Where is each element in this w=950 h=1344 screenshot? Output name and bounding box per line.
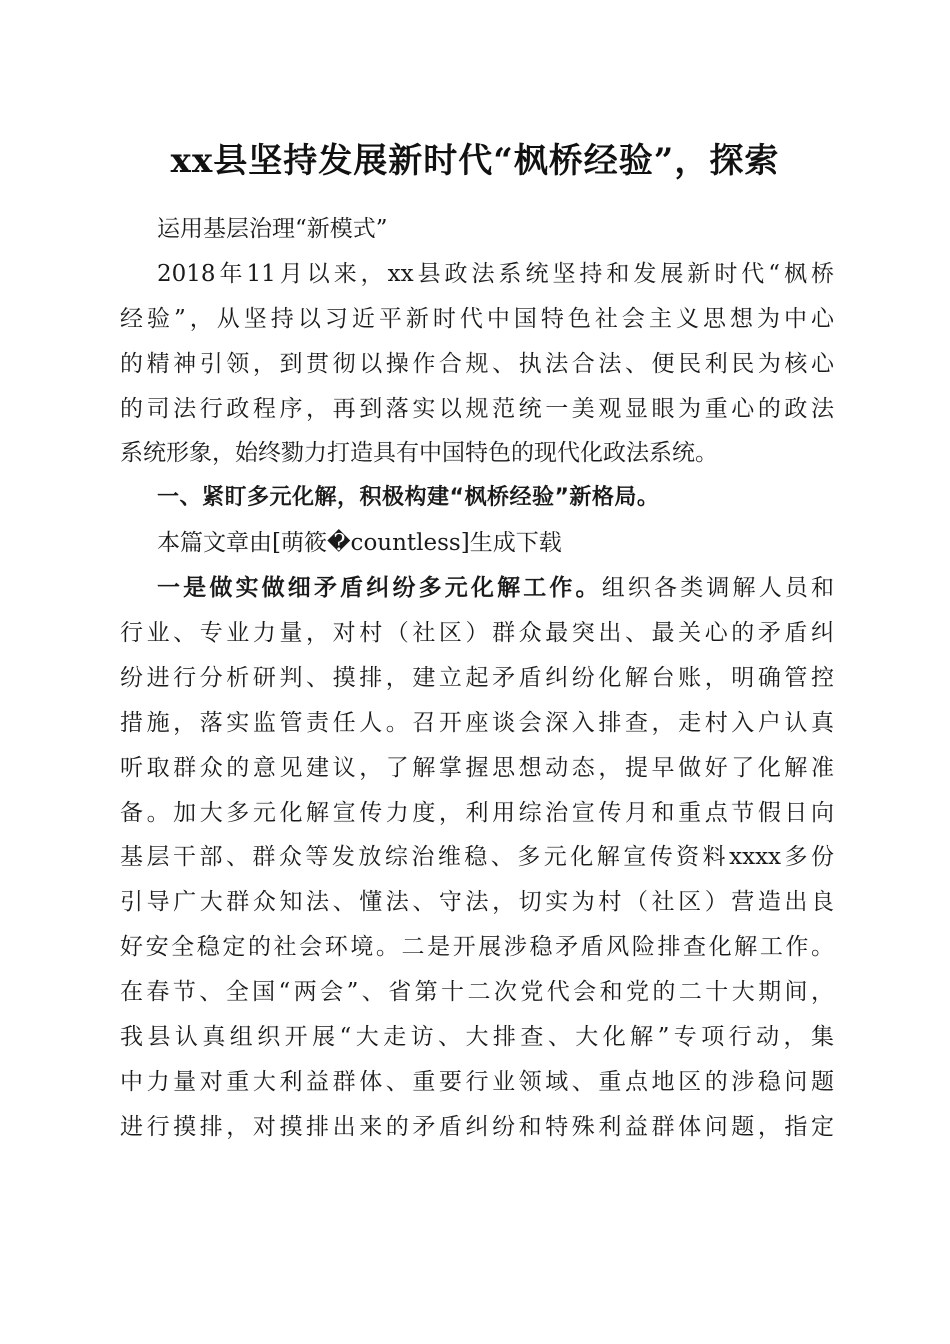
- point-one-line-12: 中力量对重大利益群体、重要行业领域、重点地区的涉稳问题: [120, 1068, 834, 1095]
- point-one-line-10: 在春节、全国“两会”、省第十二次党代会和党的二十大期间，: [120, 979, 834, 1006]
- intro-line-1: 2018年11月以来，xx县政法系统坚持和发展新时代“枫桥: [157, 260, 834, 287]
- section-heading: 一、紧盯多元化解，积极构建“枫桥经验”新格局。: [157, 485, 660, 511]
- intro-line-4: 的司法行政程序，再到落实以规范统一美观显眼为重心的政法: [120, 395, 834, 422]
- point-one-lead: 一是做实做细矛盾纠纷多元化解工作。: [157, 574, 602, 602]
- point-one-line-13: 进行摸排，对摸排出来的矛盾纠纷和特殊利益群体问题，指定: [120, 1113, 834, 1140]
- point-one-line-9: 好安全稳定的社会环境。二是开展涉稳矛盾风险排查化解工作。: [120, 934, 834, 961]
- point-one-line-5: 听取群众的意见建议，了解掌握思想动态，提早做好了化解准: [120, 754, 834, 781]
- intro-line-5: 系统形象，始终勠力打造具有中国特色的现代化政法系统。: [120, 440, 718, 467]
- point-one-line-4: 措施，落实监管责任人。召开座谈会深入排查，走村入户认真: [120, 709, 834, 736]
- document-body: [120, 207, 834, 1150]
- intro-line-2: 经验”，从坚持以习近平新时代中国特色社会主义思想为中心: [120, 305, 834, 332]
- point-one-line-7: 基层干部、群众等发放综治维稳、多元化解宣传资料xxxx多份: [120, 844, 834, 871]
- point-one-line-11: 我县认真组织开展“大走访、大排查、大化解”专项行动，集: [120, 1024, 834, 1051]
- intro-line-3: 的精神引领，到贯彻以操作合规、执法合法、便民利民为核心: [120, 350, 834, 377]
- subtitle-line: 运用基层治理“新模式”: [157, 216, 388, 242]
- point-one-line-6: 备。加大多元化解宣传力度，利用综治宣传月和重点节假日向: [120, 799, 834, 826]
- point-one-line-2: 行业、专业力量，对村（社区）群众最突出、最关心的矛盾纠: [120, 620, 834, 647]
- point-one-line-1: [120, 566, 834, 611]
- point-one-line-8: 引导广大群众知法、懂法、守法，切实为村（社区）营造出良: [120, 889, 834, 916]
- document-title: xx县坚持发展新时代“枫桥经验”，探索: [170, 141, 780, 181]
- point-one-first-rest: 组织各类调解人员和: [601, 575, 834, 602]
- source-note: 本篇文章由[萌筱�countless]生成下载: [157, 530, 562, 557]
- point-one-line-3: 纷进行分析研判、摸排，建立起矛盾纠纷化解台账，明确管控: [120, 664, 834, 691]
